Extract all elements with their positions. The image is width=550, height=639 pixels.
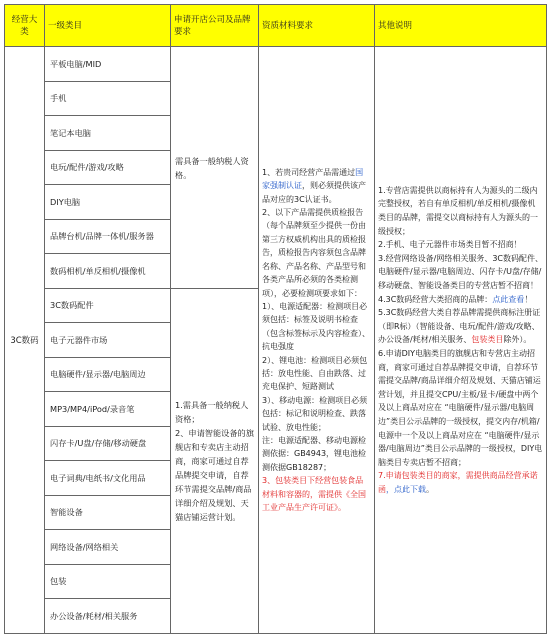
list-item: 闪存卡/U盘/存储/移动硬盘 bbox=[45, 426, 171, 461]
list-item: 智能设备 bbox=[45, 495, 171, 530]
header-materials: 资质材料要求 bbox=[259, 5, 375, 47]
other-notes-cell: 1.专营店需提供以商标持有人为源头的二级内完整授权，若自有单反相机/单反相机/摄像机类目的品牌，需提交以商标持有人为源头的一级授权； 2.手机、电子元器件市场类目暂不招商！ 3.经营网络设备/网络相关服务、3C数码配件、电脑硬件/显示器/电脑周边、闪存卡/U盘/存储/移动硬盘、智能设备类目的专营店暂不招商！ 4.3C数码经营大类招商的品牌：点此查看！ 5.3C数码经营大类自荐品牌需提供商标注册证（即R标）（智能设备、电玩/配件/游戏/攻略、办公设备/耗材/相关服务、包装类目除外）。 6.申请DIY电脑类目的旗舰店和专营店主动招商，商家可通过自荐品牌提交申请，自荐环节需提交品牌/商品详细介绍及规划、天猫店铺运营计划，并且提交CPU/主板/显卡/硬盘中两个及以上商品对应在 “电脑硬件/显示器/电脑周边”类目公示品牌的一级授权，提交内存/机箱/电源中一个及以上商品对应在 “电脑硬件/显示器/电脑周边”类目公示品牌的一级授权，DIY电脑类目专卖店暂不招商； 7.申请包装类目的商家，需提供商品经营承诺函，点此下载。 bbox=[375, 47, 547, 634]
table-row bbox=[5, 47, 547, 82]
list-item: 品牌台机/品牌一体机/服务器 bbox=[45, 219, 171, 254]
list-item: 网络设备/网络相关 bbox=[45, 530, 171, 565]
req-bottom-cell: 1.需具备一般纳税人资格； 2、申请智能设备的旗舰店和专卖店主动招商，商家可通过自荐品牌提交申请，自荐环节需提交品牌/商品详细介绍及规划、天猫店铺运营计划。 bbox=[171, 288, 259, 633]
list-item: 包装 bbox=[45, 564, 171, 599]
national-certification-link[interactable]: 国家强制认证 bbox=[262, 167, 364, 191]
list-item: MP3/MP4/iPod/录音笔 bbox=[45, 392, 171, 427]
brand-list-link[interactable]: 点此查看 bbox=[492, 294, 525, 304]
list-item: 3C数码配件 bbox=[45, 288, 171, 323]
req-top-cell: 需具备一般纳税人资格。 bbox=[171, 47, 259, 289]
production-license-link[interactable]: 《全国工业产品生产许可证》。 bbox=[262, 489, 366, 513]
list-item: 笔记本电脑 bbox=[45, 116, 171, 151]
download-link[interactable]: ，点此下载 bbox=[386, 484, 426, 494]
header-other: 其他说明 bbox=[375, 5, 547, 47]
list-item: 电子元器件市场 bbox=[45, 323, 171, 358]
list-item: DIY电脑 bbox=[45, 185, 171, 220]
list-item: 办公设备/耗材/相关服务 bbox=[45, 599, 171, 634]
list-item: 电脑硬件/显示器/电脑周边 bbox=[45, 357, 171, 392]
category-cell: 3C数码 bbox=[5, 47, 45, 634]
policy-table bbox=[4, 4, 547, 634]
list-item: 电子词典/电纸书/文化用品 bbox=[45, 461, 171, 496]
list-item: 手机 bbox=[45, 81, 171, 116]
header-category: 经营大类 bbox=[5, 5, 45, 47]
materials-cell: 1、若贵司经营产品需通过国家强制认证，则必须提供该产品对应的3C认证书。 2、以下产品需提供质检报告（每个品牌须至少提供一份由第三方权威机构出具的质检报告，质检报告内容须包含品牌名称、产品名称、产品型号和各类产品所必须的各类检测项），必要检测项要求如下： 1）、电源适配器：检测项目必须包括：标签及说明书检查（包含标签标示及内容检查）、抗电强度 2）、锂电池：检测项目必须包括：放电性能、自由跌落、过充电保护、短路测试 3）、移动电源：检测项目必须包括：标记和说明检查、跌落试验、放电性能； 注：电源适配器、移动电源检测依据：GB4943，锂电池检测依据GB18287； 3、包装类目下经营包装食品材料和容器的，需提供《全国工业产品生产许可证》。 bbox=[259, 47, 375, 634]
header-company-brand-req: 申请开店公司及品牌要求 bbox=[171, 5, 259, 47]
header-row bbox=[5, 5, 547, 47]
list-item: 数码相机/单反相机/摄像机 bbox=[45, 254, 171, 289]
header-first-level: 一级类目 bbox=[45, 5, 171, 47]
list-item: 电玩/配件/游戏/攻略 bbox=[45, 150, 171, 185]
list-item: 平板电脑/MID bbox=[45, 47, 171, 82]
